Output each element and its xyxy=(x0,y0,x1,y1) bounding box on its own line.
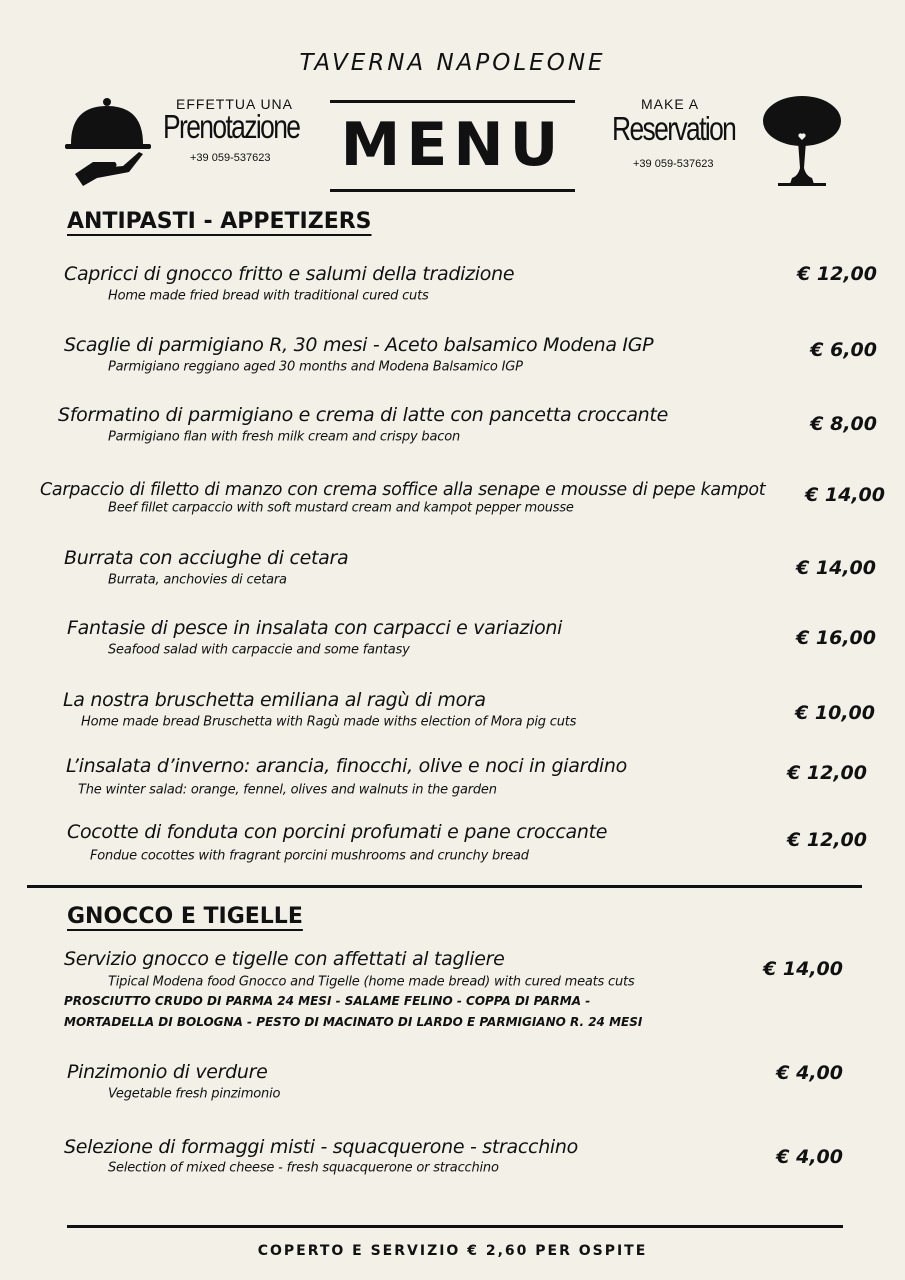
item-desc: Beef fillet carpaccio with soft mustard cream and kampot pepper mousse xyxy=(108,500,574,516)
item-price: € 12,00 xyxy=(787,762,867,784)
item-price: € 14,00 xyxy=(796,557,876,579)
item-name: Burrata con acciughe di cetara xyxy=(64,547,349,569)
item-name: Capricci di gnocco fritto e salumi della tradizione xyxy=(64,263,515,285)
item-desc: The winter salad: orange, fennel, olives and walnuts in the garden xyxy=(78,782,497,798)
restaurant-name: TAVERNA NAPOLEONE xyxy=(299,50,606,76)
item-desc: Parmigiano flan with fresh milk cream and crispy bacon xyxy=(108,429,460,445)
left-phone[interactable]: +39 059-537623 xyxy=(190,152,271,164)
item-desc: Vegetable fresh pinzimonio xyxy=(108,1086,281,1102)
item-price: € 8,00 xyxy=(810,413,877,435)
item-desc: Parmigiano reggiano aged 30 months and Modena Balsamico IGP xyxy=(108,359,523,375)
item-price: € 10,00 xyxy=(795,702,875,724)
section-title-gnocco: GNOCCO E TIGELLE xyxy=(67,904,303,929)
cloche-hand-icon xyxy=(63,96,153,188)
tree-heart-icon xyxy=(762,96,846,188)
footer-divider xyxy=(67,1225,843,1228)
item-price: € 4,00 xyxy=(776,1146,843,1168)
item-desc: Seafood salad with carpaccie and some fantasy xyxy=(108,642,410,658)
right-small-text: MAKE A xyxy=(641,96,700,112)
item-name: Selezione di formaggi misti - squacquerone - stracchino xyxy=(64,1136,578,1158)
item-desc: Selection of mixed cheese - fresh squacquerone or stracchino xyxy=(108,1160,499,1176)
left-small-text: EFFETTUA UNA xyxy=(176,96,294,112)
item-name: Carpaccio di filetto di manzo con crema soffice alla senape e mousse di pepe kampot xyxy=(40,480,766,500)
item-price: € 6,00 xyxy=(810,339,877,361)
item-extra: MORTADELLA DI BOLOGNA - PESTO DI MACINATO DI LARDO E PARMIGIANO R. 24 MESI xyxy=(64,1015,643,1029)
item-name: La nostra bruschetta emiliana al ragù di mora xyxy=(63,689,486,711)
item-price: € 4,00 xyxy=(776,1062,843,1084)
section-divider xyxy=(27,885,862,888)
item-desc: Fondue cocottes with fragrant porcini mushrooms and crunchy bread xyxy=(90,848,529,864)
item-name: Scaglie di parmigiano R, 30 mesi - Aceto balsamico Modena IGP xyxy=(64,334,654,356)
item-name: Pinzimonio di verdure xyxy=(67,1061,268,1083)
item-name: Sformatino di parmigiano e crema di latte con pancetta croccante xyxy=(58,404,668,426)
item-name: Servizio gnocco e tigelle con affettati al tagliere xyxy=(64,948,505,970)
item-name: Cocotte di fonduta con porcini profumati e pane croccante xyxy=(67,821,608,843)
item-price: € 12,00 xyxy=(787,829,867,851)
item-name: Fantasie di pesce in insalata con carpacci e variazioni xyxy=(67,617,563,639)
left-big-text: Prenotazione xyxy=(163,108,300,145)
item-extra: PROSCIUTTO CRUDO DI PARMA 24 MESI - SALAME FELINO - COPPA DI PARMA - xyxy=(64,994,591,1008)
section-title-antipasti: ANTIPASTI - APPETIZERS xyxy=(67,209,372,234)
right-phone[interactable]: +39 059-537623 xyxy=(633,158,714,170)
item-price: € 14,00 xyxy=(805,484,885,506)
item-desc: Tipical Modena food Gnocco and Tigelle (home made bread) with cured meats cuts xyxy=(108,974,635,990)
cover-charge-note: COPERTO E SERVIZIO € 2,60 PER OSPITE xyxy=(257,1243,648,1259)
item-name: L’insalata d’inverno: arancia, finocchi, olive e noci in giardino xyxy=(66,755,627,777)
item-desc: Home made fried bread with traditional cured cuts xyxy=(108,288,429,304)
right-big-text: Reservation xyxy=(612,110,736,147)
item-desc: Burrata, anchovies di cetara xyxy=(108,572,287,588)
item-price: € 14,00 xyxy=(763,958,843,980)
item-price: € 16,00 xyxy=(796,627,876,649)
item-price: € 12,00 xyxy=(797,263,877,285)
menu-title: MENU xyxy=(330,100,575,192)
item-desc: Home made bread Bruschetta with Ragù made withs election of Mora pig cuts xyxy=(81,714,577,730)
